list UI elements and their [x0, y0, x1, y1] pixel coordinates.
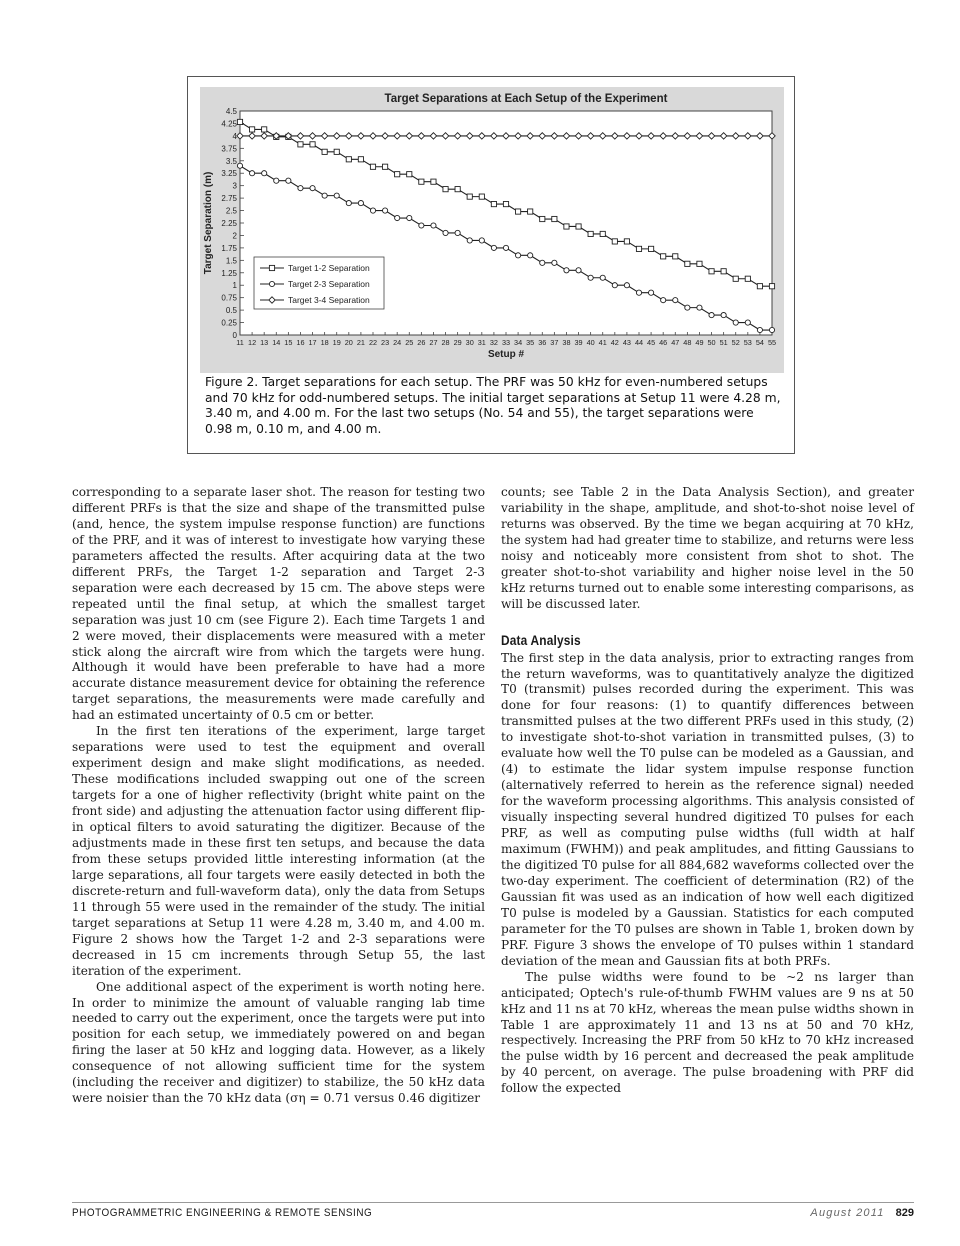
caption-text: Target separations for each setup. The PRF was 50 kHz for even-numbered setups and 70 kHz for odd-numbered setups. The initial target separations at Setup 11 were 4.28 m, 3.40 m, and 4.00 m. For the last two setups (No. 54 and 55), the target separations were 0.98 m, 0.10 m, and 4.00 m. — [205, 375, 781, 436]
data-point — [407, 172, 412, 177]
data-point — [334, 193, 339, 198]
x-tick-label: 47 — [671, 338, 680, 347]
y-axis-label: Target Separation (m) — [203, 171, 214, 275]
data-point — [382, 208, 387, 213]
x-tick-label: 30 — [465, 338, 474, 347]
data-point — [648, 246, 653, 251]
caption-label: Figure 2. — [205, 375, 259, 389]
data-point — [564, 268, 569, 273]
data-point — [346, 200, 351, 205]
data-point — [600, 231, 605, 236]
data-point — [491, 245, 496, 250]
legend-marker — [269, 265, 274, 270]
data-point — [310, 142, 315, 147]
body-paragraph: counts; see Table 2 in the Data Analysis Section), and greater variability in the shape, amplitude, and shot-to-shot noise level of returns was observed. By the time we began acquiring at 70 kHz, the system had had greater time to stabilize, and returns were less noisy and noticeably more consistent from shot to shot. The greater shot-to-shot variability and higher noise level in the 50 kHz returns turned out to enable some interesting comparisons, as will be discussed later. — [501, 485, 914, 611]
data-point — [237, 163, 242, 168]
data-point — [673, 298, 678, 303]
x-tick-label: 49 — [695, 338, 704, 347]
data-point — [624, 283, 629, 288]
data-point — [322, 193, 327, 198]
x-tick-label: 38 — [562, 338, 571, 347]
data-point — [310, 186, 315, 191]
x-tick-label: 19 — [332, 338, 341, 347]
data-point — [745, 320, 750, 325]
data-point — [769, 284, 774, 289]
y-tick-label: 0.5 — [225, 306, 237, 316]
data-point — [697, 305, 702, 310]
data-point — [757, 284, 762, 289]
legend-marker — [269, 281, 274, 286]
x-tick-label: 13 — [260, 338, 269, 347]
x-tick-label: 22 — [368, 338, 378, 347]
body-paragraph: One additional aspect of the experiment is worth noting here. In order to minimize the amount of valuable ranging lab time needed to carry out the experiment, once the targets were put into position for each setup, we immediately powered on and began firing the laser at 50 kHz and logging data. However, as a likely consequence of not allowing sufficient time for the system (including the receiver and digitizer) to stabilize, the 50 kHz data were noisier than the 70 kHz data (ση = 0.71 versus 0.46 digitizer — [72, 979, 485, 1106]
y-tick-label: 1.75 — [221, 243, 237, 253]
x-tick-label: 41 — [598, 338, 607, 347]
data-point — [576, 268, 581, 273]
data-point — [491, 201, 496, 206]
x-tick-label: 50 — [707, 338, 716, 347]
data-point — [685, 305, 690, 310]
data-point — [709, 269, 714, 274]
data-point — [443, 187, 448, 192]
data-point — [249, 127, 254, 132]
x-tick-label: 32 — [489, 338, 498, 347]
x-tick-label: 11 — [236, 338, 244, 347]
body-paragraph: In the first ten iterations of the experiment, large target separations were used to test the equipment and overall experiment design and make slight modifications, as needed. These modifications included swapping out one of the screen targets for a one of higher reflectivity (bright white paint on the front side) and adjusting the attenuation factor using different flip-in optical filters to avoid saturating the digitizer. Because of the adjustments made in these first ten setups, and because the data from these setups provided little interesting information (at the large separations, all four targets were easily detected in both the discrete-return and full-waveform data), only the data from Setups 11 through 55 were used in the remainder of the study. The initial target separations at Setup 11 were 4.28 m, 3.40 m, and 4.00 m. Figure 2 shows how the Target 1-2 and 2-3 separations were decreased in 15 cm increments through Setup 55, the last iteration of the experiment. — [72, 724, 485, 978]
data-point — [467, 194, 472, 199]
data-point — [382, 164, 387, 169]
data-point — [503, 201, 508, 206]
issue-date: August 2011 — [810, 1207, 885, 1219]
data-point — [612, 239, 617, 244]
y-tick-label: 0.75 — [221, 293, 237, 303]
x-tick-label: 28 — [441, 338, 450, 347]
chart-svg — [200, 87, 784, 373]
right-column — [501, 485, 914, 1097]
data-point — [286, 178, 291, 183]
data-point — [769, 327, 774, 332]
x-tick-label: 40 — [586, 338, 595, 347]
x-tick-label: 35 — [526, 338, 535, 347]
data-point — [528, 253, 533, 258]
data-point — [298, 142, 303, 147]
y-tick-label: 2.75 — [221, 194, 237, 204]
y-tick-label: 4.25 — [221, 119, 237, 129]
data-point — [540, 260, 545, 265]
y-tick-label: 3 — [232, 181, 237, 191]
data-point — [479, 194, 484, 199]
data-point — [358, 200, 363, 205]
x-tick-label: 33 — [501, 338, 511, 347]
data-point — [600, 275, 605, 280]
data-point — [237, 119, 242, 124]
x-tick-label: 16 — [296, 338, 305, 347]
figure-2 — [187, 76, 795, 454]
data-point — [431, 223, 436, 228]
data-point — [564, 224, 569, 229]
data-point — [431, 179, 436, 184]
x-tick-label: 46 — [659, 338, 668, 347]
data-point — [697, 261, 702, 266]
data-point — [721, 312, 726, 317]
x-axis-label: Setup # — [487, 349, 525, 360]
legend-label: Target 1-2 Separation — [288, 263, 370, 273]
data-point — [588, 231, 593, 236]
x-tick-label: 43 — [622, 338, 631, 347]
data-point — [346, 157, 351, 162]
data-point — [733, 320, 738, 325]
data-point — [419, 179, 424, 184]
y-tick-label: 0 — [232, 331, 237, 340]
footer-right — [810, 1207, 914, 1219]
data-point — [503, 245, 508, 250]
data-point — [443, 230, 448, 235]
y-tick-label: 1.25 — [221, 268, 237, 278]
data-point — [322, 149, 327, 154]
data-point — [588, 275, 593, 280]
journal-name: PHOTOGRAMMETRIC ENGINEERING & REMOTE SENSING — [72, 1207, 373, 1219]
y-tick-label: 2 — [232, 231, 237, 241]
data-point — [733, 276, 738, 281]
x-tick-label: 27 — [429, 338, 438, 347]
data-point — [407, 215, 412, 220]
x-tick-label: 51 — [719, 338, 728, 347]
data-point — [648, 290, 653, 295]
data-point — [395, 172, 400, 177]
data-point — [528, 209, 533, 214]
x-tick-label: 21 — [356, 338, 365, 347]
page-number: 829 — [895, 1207, 914, 1219]
x-tick-label: 44 — [634, 338, 644, 347]
x-tick-label: 24 — [393, 338, 402, 347]
data-point — [515, 253, 520, 258]
data-point — [358, 157, 363, 162]
x-tick-label: 15 — [284, 338, 293, 347]
y-tick-label: 0.25 — [221, 318, 237, 328]
data-point — [419, 223, 424, 228]
figure-caption — [205, 375, 783, 437]
legend-label: Target 3-4 Separation — [288, 295, 370, 305]
x-tick-label: 14 — [272, 338, 281, 347]
data-point — [298, 186, 303, 191]
data-point — [540, 216, 545, 221]
data-point — [685, 261, 690, 266]
y-tick-label: 3.25 — [221, 169, 237, 179]
x-tick-label: 52 — [731, 338, 740, 347]
x-tick-label: 39 — [574, 338, 583, 347]
x-tick-label: 34 — [514, 338, 523, 347]
data-point — [757, 327, 762, 332]
y-tick-label: 2.25 — [221, 219, 237, 228]
chart-frame — [200, 87, 784, 373]
y-tick-label: 3.5 — [225, 156, 237, 166]
data-point — [636, 246, 641, 251]
body-paragraph: corresponding to a separate laser shot. The reason for testing two different PRFs is that the size and shape of the transmitted pulse (and, hence, the system impulse response function) are functions of the PRF, and it was of interest to investigate how varying these parameters affected the results. After acquiring data at the two different PRFs, the Target 1-2 separation and Target 2-3 separation were each decreased by 15 cm. The above steps were repeated until the final setup, at which the smallest target separation was just 10 cm (see Figure 2). Each time Targets 1 and 2 were moved, their displacements were measured with a meter stick along the aircraft wire from which the targets were hung. Although it would have been preferable to have had a more accurate distance measurement device for obtaining the reference target separations, the measurements were made carefully and had an estimated uncertainty of 0.5 cm or better. — [72, 485, 485, 723]
data-point — [249, 171, 254, 176]
x-tick-label: 37 — [550, 338, 559, 347]
data-point — [370, 208, 375, 213]
data-point — [274, 178, 279, 183]
y-tick-label: 4 — [232, 131, 237, 141]
page-footer — [72, 1202, 914, 1221]
x-tick-label: 53 — [743, 338, 752, 347]
x-tick-label: 25 — [405, 338, 414, 347]
data-point — [479, 238, 484, 243]
x-tick-label: 48 — [683, 338, 692, 347]
data-point — [370, 164, 375, 169]
data-point — [515, 209, 520, 214]
data-point — [612, 283, 617, 288]
y-tick-label: 1 — [232, 281, 237, 291]
x-tick-label: 42 — [610, 338, 619, 347]
data-point — [661, 254, 666, 259]
x-tick-label: 36 — [538, 338, 547, 347]
data-point — [624, 239, 629, 244]
x-tick-label: 18 — [320, 338, 329, 347]
data-point — [709, 312, 714, 317]
x-tick-label: 45 — [647, 338, 656, 347]
data-point — [721, 269, 726, 274]
data-point — [661, 298, 666, 303]
body-paragraph: The first step in the data analysis, prior to extracting ranges from the return waveforms, was to quantitatively analyze the digitized T0 (transmit) pulses recorded during the experiment. This was done for four reasons: (1) to quantify differences between transmitted pulses at the two different PRFs used in this study, (2) to investigate shot-to-shot variation in transmitted pulses, (3) to evaluate how well the T0 pulse can be modeled as a Gaussian, and (4) to estimate the lidar system impulse response function (alternatively referred to herein as the reference signal) needed for the waveform processing algorithms. This analysis consisted of visually inspecting several hundred digitized T0 pulses for each PRF, as well as computing pulse widths (full width at half maximum (FWHM)) and peak amplitudes, and fitting Gaussians to the digitized T0 pulse for all 884,682 waveforms collected over the two-day experiment. The coefficient of determination (R2) of the Gaussian fit was used as an indication of how well each digitized T0 pulse is modeled by a Gaussian. Statistics for each computed parameter for the T0 pulses are shown in Table 1, broken down by PRF. Figure 3 shows the envelope of T0 pulses within 1 standard deviation of the mean and Gaussian fits at both PRFs. — [501, 650, 914, 968]
data-point — [334, 149, 339, 154]
body-paragraph: The pulse widths were found to be ~2 ns larger than anticipated; Optech's rule-of-thumb FWHM values are 9 ns at 50 kHz and 11 ns at 70 kHz, whereas the mean pulse widths shown in Table 1 are approximately 11 and 13 ns at 50 and 70 kHz, respectively. Increasing the PRF from 50 kHz to 70 kHz increased the pulse width by 16 percent and decreased the peak amplitude by 40 percent, on average. The pulse broadening with PRF did follow the expected — [501, 969, 914, 1096]
data-point — [636, 290, 641, 295]
x-tick-label: 31 — [477, 338, 486, 347]
data-point — [576, 224, 581, 229]
x-tick-label: 29 — [453, 338, 462, 347]
x-tick-label: 20 — [344, 338, 353, 347]
data-point — [262, 127, 267, 132]
x-tick-label: 54 — [755, 338, 764, 347]
x-tick-label: 17 — [308, 338, 317, 347]
data-point — [673, 254, 678, 259]
data-point — [467, 238, 472, 243]
y-tick-label: 2.5 — [225, 206, 237, 216]
x-tick-label: 26 — [417, 338, 426, 347]
data-point — [552, 260, 557, 265]
section-heading: Data Analysis — [501, 631, 581, 648]
data-point — [455, 187, 460, 192]
x-tick-label: 12 — [248, 338, 257, 347]
legend-label: Target 2-3 Separation — [288, 279, 370, 289]
y-tick-label: 3.75 — [221, 144, 237, 154]
x-tick-label: 55 — [767, 338, 777, 347]
left-column — [72, 485, 485, 1107]
data-point — [262, 171, 267, 176]
data-point — [552, 216, 557, 221]
data-point — [395, 215, 400, 220]
data-point — [745, 276, 750, 281]
x-tick-label: 23 — [381, 338, 390, 347]
data-point — [455, 230, 460, 235]
y-tick-label: 4.5 — [225, 107, 237, 116]
y-tick-label: 1.5 — [225, 256, 237, 266]
chart-title: Target Separations at Each Setup of the Experiment — [384, 93, 668, 105]
